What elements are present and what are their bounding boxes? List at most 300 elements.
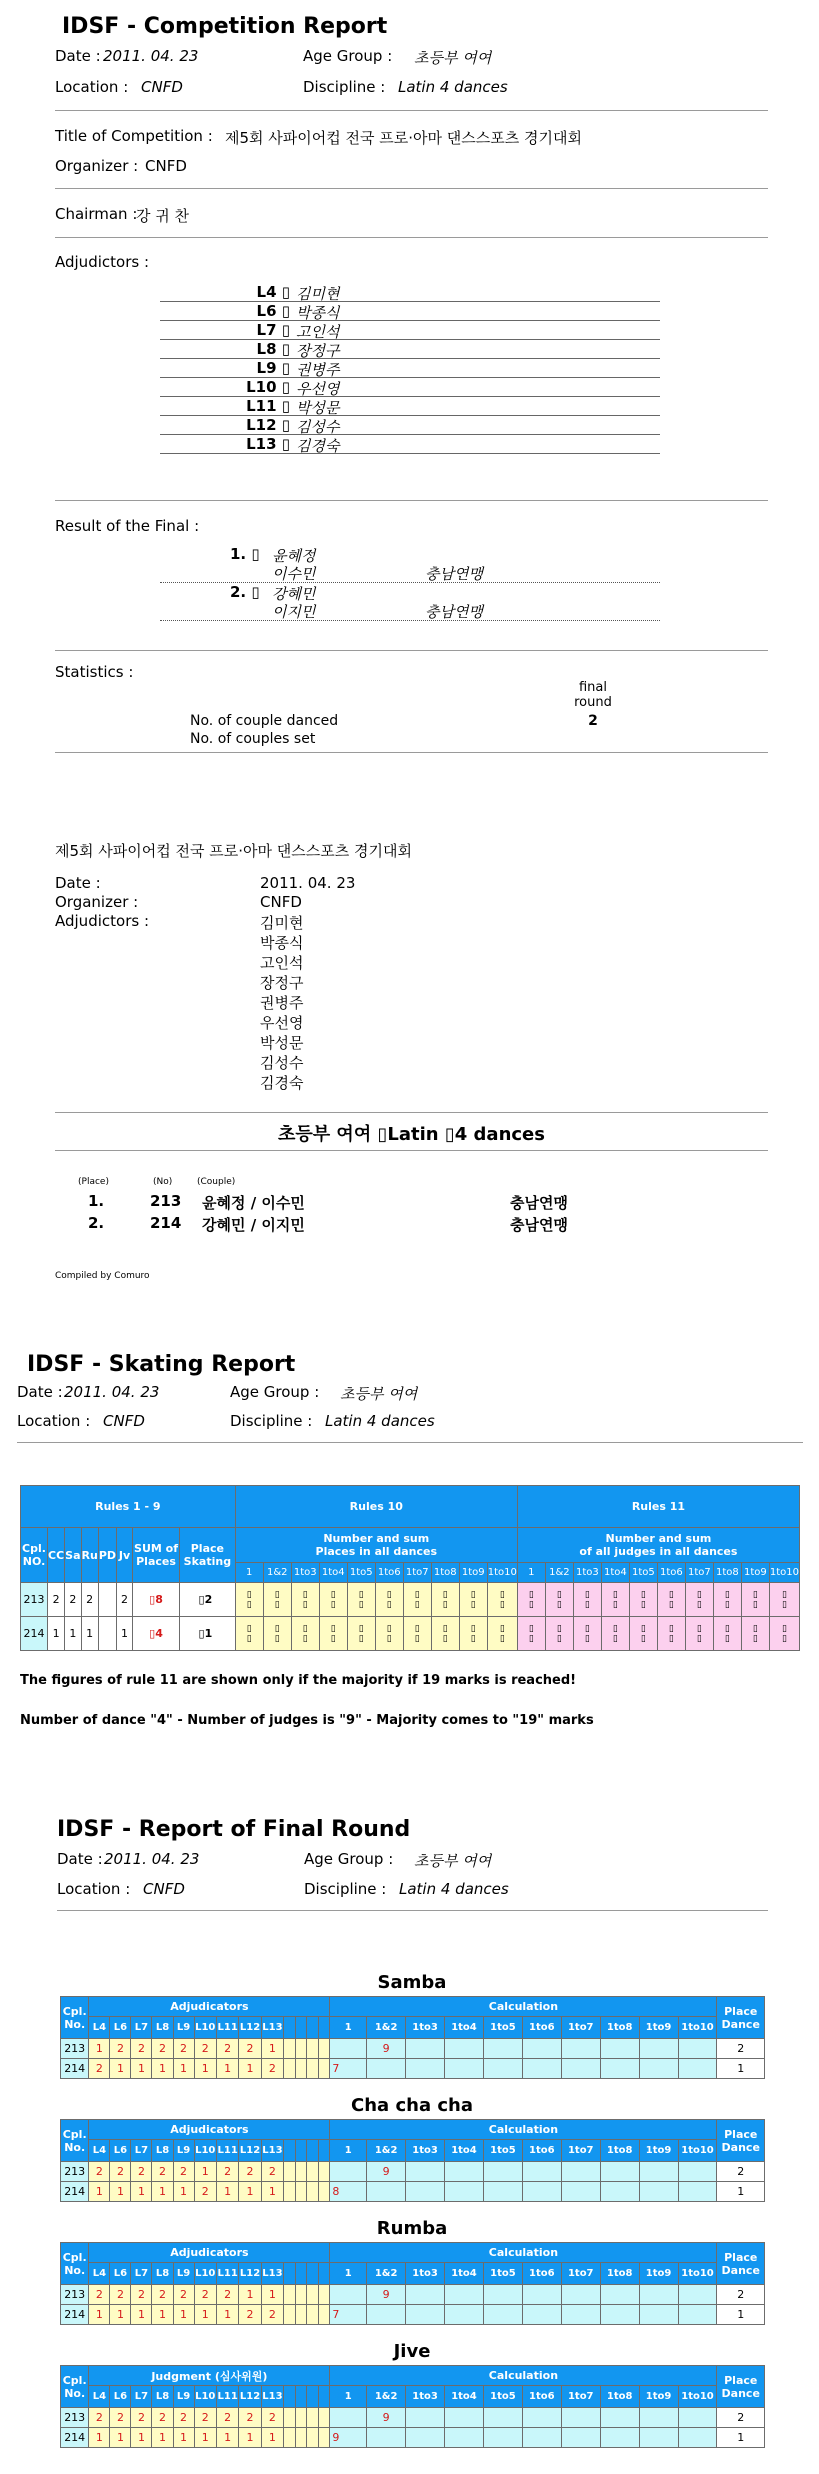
location-value: CNFD: [141, 78, 183, 96]
judge-mark-empty: [295, 2305, 307, 2325]
final-round-row: [61, 2408, 765, 2428]
calc-1: 7: [330, 2059, 367, 2079]
summary-club: 충남연맹: [510, 1194, 568, 1212]
judge-mark: 2: [261, 2059, 283, 2079]
calc-1and2: [367, 2182, 406, 2202]
header-row: [61, 2263, 765, 2285]
header-row: [61, 2140, 765, 2162]
place-dance: 2: [717, 2039, 765, 2059]
adjudicator-code: L6 ▯: [256, 302, 290, 320]
adjudicator-code: L11 ▯: [246, 397, 290, 415]
judge-mark-empty: [295, 2182, 307, 2202]
judge-mark: 1: [110, 2428, 131, 2448]
judge-col-header: L10: [194, 2140, 216, 2162]
judge-mark: 2: [239, 2408, 261, 2428]
judge-mark-empty: [318, 2428, 330, 2448]
calc-empty: [445, 2428, 484, 2448]
rank-col-header: 1to10: [487, 1563, 517, 1583]
rule-10-cell: ▯ ▯: [403, 1583, 431, 1617]
calc-col-header: 1to6: [522, 2140, 561, 2162]
divider: [55, 237, 768, 238]
sk-age-value: 초등부 여여: [340, 1385, 418, 1403]
sum-of-places-header: SUM of Places: [133, 1528, 180, 1583]
judge-mark-empty: [318, 2059, 330, 2079]
judge-mark: 2: [239, 2305, 261, 2325]
calc-empty: [483, 2428, 522, 2448]
judge-col-header: L7: [131, 2140, 152, 2162]
judge-mark-empty: [318, 2162, 330, 2182]
judge-col-header: L13: [261, 2263, 283, 2285]
calc-col-header: 1to9: [639, 2017, 678, 2039]
skating-report-title: IDSF - Skating Report: [27, 1352, 296, 1377]
adjudicator-name: 박성문: [296, 399, 340, 417]
result-place: 2. ▯: [230, 583, 260, 601]
judge-col-header: L6: [110, 2140, 131, 2162]
summary-adjudicator: 김미현: [260, 914, 304, 932]
calc-empty: [445, 2039, 484, 2059]
calc-empty: [639, 2059, 678, 2079]
dance-col-jv: Jv: [117, 1528, 133, 1583]
rank-col-header: 1to3: [291, 1563, 319, 1583]
judge-col-header: L9: [173, 2140, 194, 2162]
cpl-label: Cpl.: [62, 2373, 87, 2387]
judge-mark: 2: [131, 2162, 152, 2182]
calc-empty: [639, 2162, 678, 2182]
cpl-no: 213: [61, 2039, 89, 2059]
rule-10-cell: ▯ ▯: [347, 1617, 375, 1651]
cpl-label: Cpl.: [62, 2250, 87, 2264]
judge-mark: 1: [173, 2059, 194, 2079]
judge-mark-empty: [307, 2428, 319, 2448]
judge-mark: 1: [239, 2285, 261, 2305]
judge-mark-empty: [295, 2408, 307, 2428]
rank-col-header: 1to9: [459, 1563, 487, 1583]
rule-10-cell: ▯ ▯: [459, 1583, 487, 1617]
calc-col-header: 1to6: [522, 2017, 561, 2039]
judge-mark: 2: [110, 2039, 131, 2059]
final-round-row: [61, 2182, 765, 2202]
place-label: Place: [724, 2004, 758, 2018]
summary-place: 1.: [88, 1192, 105, 1210]
chairman-label: Chairman :: [55, 205, 138, 223]
final-round-label-1: final: [578, 680, 607, 695]
calc-empty: [406, 2428, 445, 2448]
dance-place: [98, 1583, 116, 1617]
rule-10-cell: ▯ ▯: [403, 1617, 431, 1651]
adjudicator-code: L12 ▯: [246, 416, 290, 434]
judge-mark: 1: [216, 2305, 238, 2325]
judge-mark: 2: [239, 2162, 261, 2182]
judge-mark-empty: [318, 2408, 330, 2428]
judge-col-header: L12: [239, 2140, 261, 2162]
cpl-no: 214: [61, 2182, 89, 2202]
calc-empty: [406, 2162, 445, 2182]
judge-mark: 2: [173, 2285, 194, 2305]
calc-empty: [483, 2059, 522, 2079]
summary-date-label: Date :: [55, 874, 101, 892]
fr-location-value: CNFD: [143, 1880, 185, 1898]
place-dance: 2: [717, 2285, 765, 2305]
summary-club: 충남연맹: [510, 1216, 568, 1234]
place-label: Place: [724, 2373, 758, 2387]
adjudicators-header: Judgment (심사위원): [89, 2366, 330, 2386]
place-dance-header: [717, 2243, 765, 2285]
calc-col-header: 1to4: [445, 2140, 484, 2162]
judge-mark-empty: [318, 2285, 330, 2305]
rule-11-cell: ▯ ▯: [517, 1583, 545, 1617]
rank-col-header: 1to4: [319, 1563, 347, 1583]
summary-adjudicator: 장정구: [260, 974, 304, 992]
dance-title: Samba: [377, 1972, 447, 1993]
final-round-table: [60, 2119, 765, 2202]
final-round-table: [60, 1996, 765, 2079]
cpl-no: 214: [61, 2428, 89, 2448]
calc-col-header: 1to5: [483, 2263, 522, 2285]
rules-10-header: Rules 10: [235, 1486, 517, 1528]
calc-col-header: 1to7: [561, 2386, 600, 2408]
calc-empty: [678, 2059, 717, 2079]
judge-mark: 1: [110, 2182, 131, 2202]
calc-empty: [406, 2182, 445, 2202]
calc-col-header: 1to3: [406, 2263, 445, 2285]
summary-no: 214: [150, 1214, 182, 1232]
calc-1: [330, 2285, 367, 2305]
judge-mark-empty: [307, 2039, 319, 2059]
adjudicator-name: 박종식: [296, 304, 340, 322]
judge-mark: 1: [261, 2182, 283, 2202]
judge-mark-empty: [318, 2182, 330, 2202]
judge-col-header: L13: [261, 2386, 283, 2408]
judge-mark: 1: [89, 2039, 110, 2059]
judge-mark-empty: [284, 2059, 296, 2079]
calc-empty: [600, 2182, 639, 2202]
rank-col-header: 1to8: [713, 1563, 741, 1583]
judge-mark-empty: [284, 2039, 296, 2059]
calc-empty: [561, 2285, 600, 2305]
judge-mark: 1: [261, 2039, 283, 2059]
judge-mark: 1: [89, 2305, 110, 2325]
calc-empty: [522, 2285, 561, 2305]
calc-1: 9: [330, 2428, 367, 2448]
judge-col-empty: [307, 2140, 319, 2162]
adjudicator-name: 장정구: [296, 342, 340, 360]
judge-col-empty: [284, 2386, 296, 2408]
result-dotted-line: [160, 620, 660, 621]
result-of-final-label: Result of the Final :: [55, 517, 200, 535]
judge-mark: 2: [194, 2182, 216, 2202]
judge-mark: 2: [110, 2285, 131, 2305]
sk-discipline-label: Discipline :: [230, 1412, 313, 1430]
skating-row: [21, 1617, 800, 1651]
organizer-label: Organizer :: [55, 157, 139, 175]
rule-10-cell: ▯ ▯: [487, 1617, 517, 1651]
adjudicator-row: [160, 378, 660, 397]
judge-mark: 1: [216, 2428, 238, 2448]
calc-col-header: 1to6: [522, 2386, 561, 2408]
cpl-no-header: Cpl. NO.: [21, 1528, 48, 1583]
judge-mark: 1: [89, 2182, 110, 2202]
place-label: Place: [724, 2250, 758, 2264]
rule-11-cell: ▯ ▯: [685, 1617, 713, 1651]
calc-1: 8: [330, 2182, 367, 2202]
judge-mark: 1: [194, 2059, 216, 2079]
result-club: 충남연맹: [425, 565, 483, 583]
calc-empty: [522, 2059, 561, 2079]
organizer-value: CNFD: [145, 157, 187, 175]
calc-1and2: 9: [367, 2162, 406, 2182]
rank-col-header: 1to10: [769, 1563, 799, 1583]
calc-empty: [561, 2408, 600, 2428]
judge-mark: 1: [152, 2059, 173, 2079]
calc-empty: [483, 2039, 522, 2059]
rule-11-cell: ▯ ▯: [713, 1583, 741, 1617]
judge-col-header: L6: [110, 2017, 131, 2039]
divider: [55, 1150, 768, 1151]
judge-mark: 2: [131, 2285, 152, 2305]
competition-report-title: IDSF - Competition Report: [62, 14, 388, 39]
judge-col-header: L4: [89, 2140, 110, 2162]
cpl-no: 213: [21, 1583, 48, 1617]
judge-col-empty: [318, 2263, 330, 2285]
rule-10-cell: ▯ ▯: [375, 1617, 403, 1651]
judge-mark: 1: [89, 2428, 110, 2448]
judge-col-header: L11: [216, 2386, 238, 2408]
calc-empty: [639, 2039, 678, 2059]
statistics-label: Statistics :: [55, 663, 134, 681]
place-dance-header: [717, 2120, 765, 2162]
adjudicator-code: L9 ▯: [256, 359, 290, 377]
judge-mark-empty: [295, 2162, 307, 2182]
calc-1: [330, 2039, 367, 2059]
judge-mark: 1: [152, 2305, 173, 2325]
rule-11-cell: ▯ ▯: [685, 1583, 713, 1617]
judge-mark-empty: [307, 2059, 319, 2079]
rule-11-cell: ▯ ▯: [629, 1617, 657, 1651]
result-place: 1. ▯: [230, 545, 260, 563]
cpl-no: 213: [61, 2162, 89, 2182]
calc-col-header: 1to7: [561, 2140, 600, 2162]
fr-discipline-label: Discipline :: [304, 1880, 387, 1898]
rules-11-subheader: Number and sum of all judges in all dances: [517, 1528, 799, 1563]
judge-col-header: L8: [152, 2017, 173, 2039]
calc-empty: [483, 2305, 522, 2325]
final-round-row: [61, 2305, 765, 2325]
rank-col-header: 1to7: [685, 1563, 713, 1583]
calc-empty: [600, 2285, 639, 2305]
calc-empty: [639, 2428, 678, 2448]
adjudicator-code: L4 ▯: [256, 283, 290, 301]
summary-adjudicator: 박종식: [260, 934, 304, 952]
judge-col-header: L7: [131, 2263, 152, 2285]
calc-empty: [406, 2305, 445, 2325]
judge-mark-empty: [295, 2428, 307, 2448]
place-skating: ▯1: [180, 1617, 231, 1651]
fr-date-label: Date :: [57, 1850, 103, 1868]
calc-col-header: 1to4: [445, 2263, 484, 2285]
judge-mark: 2: [152, 2285, 173, 2305]
calc-col-header: 1to5: [483, 2386, 522, 2408]
judge-col-empty: [318, 2140, 330, 2162]
calc-empty: [522, 2408, 561, 2428]
rule-10-cell: ▯ ▯: [319, 1617, 347, 1651]
sk-location-label: Location :: [17, 1412, 91, 1430]
dance-place: 1: [81, 1617, 98, 1651]
summary-adjudicators-label: Adjudictors :: [55, 912, 149, 930]
summary-adjudicator: 김경숙: [260, 1074, 304, 1092]
judge-col-header: L9: [173, 2263, 194, 2285]
final-round-row: [61, 2285, 765, 2305]
judge-col-empty: [307, 2017, 319, 2039]
calc-col-header: 1to3: [406, 2386, 445, 2408]
summary-couple: 강혜민 / 이지민: [202, 1216, 305, 1234]
calc-col-header: 1&2: [367, 2017, 406, 2039]
rule-11-cell: ▯ ▯: [769, 1583, 799, 1617]
calc-empty: [483, 2182, 522, 2202]
rule-11-cell: ▯ ▯: [741, 1617, 769, 1651]
rank-col-header: 1&2: [263, 1563, 291, 1583]
calc-col-header: 1to10: [678, 2140, 717, 2162]
judge-col-empty: [307, 2263, 319, 2285]
divider: [55, 188, 768, 189]
dance-place: 2: [65, 1583, 81, 1617]
cpl-no: 214: [61, 2305, 89, 2325]
summary-place: 2.: [88, 1214, 105, 1232]
calc-col-header: 1to7: [561, 2017, 600, 2039]
rule-10-cell: ▯ ▯: [459, 1617, 487, 1651]
divider: [55, 110, 768, 111]
calc-empty: [561, 2428, 600, 2448]
rules-11-header: Rules 11: [517, 1486, 799, 1528]
judge-mark-empty: [284, 2182, 296, 2202]
rank-col-header: 1to7: [403, 1563, 431, 1583]
calc-empty: [639, 2182, 678, 2202]
cpl-no-header: [61, 2366, 89, 2408]
rule-10-cell: ▯ ▯: [235, 1617, 263, 1651]
adjudicators-header: Adjudicators: [89, 2120, 330, 2140]
rule-11-cell: ▯ ▯: [545, 1617, 573, 1651]
calc-col-header: 1&2: [367, 2386, 406, 2408]
rule-11-cell: ▯ ▯: [573, 1583, 601, 1617]
cpl-no-header: [61, 2120, 89, 2162]
judge-col-header: L9: [173, 2386, 194, 2408]
final-round-table: [60, 2242, 765, 2325]
summary-heading: 초등부 여여 ▯Latin ▯4 dances: [278, 1124, 545, 1145]
place-dance-header: [717, 1997, 765, 2039]
dance-title: Rumba: [376, 2218, 448, 2239]
header-row: [61, 2366, 765, 2386]
judge-mark: 2: [173, 2408, 194, 2428]
calculation-header: Calculation: [330, 2243, 717, 2263]
calc-1and2: [367, 2305, 406, 2325]
judge-mark: 2: [110, 2162, 131, 2182]
rank-col-header: 1to3: [573, 1563, 601, 1583]
dance-place: 1: [117, 1617, 133, 1651]
summary-date-value: 2011. 04. 23: [260, 874, 356, 892]
rule-11-cell: ▯ ▯: [741, 1583, 769, 1617]
calc-col-header: 1: [330, 2017, 367, 2039]
calc-empty: [600, 2059, 639, 2079]
divider: [17, 1442, 803, 1443]
rank-col-header: 1to5: [347, 1563, 375, 1583]
judge-mark: 2: [152, 2408, 173, 2428]
calc-1and2: [367, 2059, 406, 2079]
sk-age-label: Age Group :: [230, 1383, 320, 1401]
header-row: [61, 2243, 765, 2263]
calc-empty: [600, 2428, 639, 2448]
calc-col-header: 1: [330, 2263, 367, 2285]
judge-mark: 1: [173, 2305, 194, 2325]
judge-mark-empty: [307, 2408, 319, 2428]
cpl-no-header: [61, 2243, 89, 2285]
rule-10-cell: ▯ ▯: [235, 1583, 263, 1617]
judge-mark: 1: [131, 2059, 152, 2079]
calc-empty: [678, 2039, 717, 2059]
dance-place: [98, 1617, 116, 1651]
result-partner-1: 강혜민: [272, 585, 316, 603]
calc-empty: [445, 2285, 484, 2305]
judge-mark: 1: [152, 2182, 173, 2202]
no-label: No.: [64, 2017, 86, 2031]
calc-col-header: 1to5: [483, 2140, 522, 2162]
skating-row: [21, 1583, 800, 1617]
judge-col-empty: [318, 2017, 330, 2039]
calc-1and2: [367, 2428, 406, 2448]
adjudicators-label: Adjudictors :: [55, 253, 149, 271]
calc-empty: [678, 2285, 717, 2305]
judge-col-empty: [295, 2263, 307, 2285]
judge-mark: 1: [261, 2285, 283, 2305]
adjudicators-header: Adjudicators: [89, 2243, 330, 2263]
dance-col-cc: CC: [48, 1528, 65, 1583]
judge-col-header: L7: [131, 2017, 152, 2039]
summary-adjudicator: 김성수: [260, 1054, 304, 1072]
judge-mark-empty: [284, 2428, 296, 2448]
result-partner-2: 이지민: [272, 603, 316, 621]
rule-11-note: The figures of rule 11 are shown only if the majority if 19 marks is reached!: [20, 1673, 577, 1688]
adjudicator-row: [160, 416, 660, 435]
rule-11-cell: ▯ ▯: [601, 1583, 629, 1617]
judge-col-header: L8: [152, 2263, 173, 2285]
calc-col-header: 1to9: [639, 2140, 678, 2162]
judge-mark: 2: [131, 2408, 152, 2428]
calc-col-header: 1&2: [367, 2263, 406, 2285]
no-label: No.: [64, 2140, 86, 2154]
calc-empty: [639, 2408, 678, 2428]
adjudicator-code: L8 ▯: [256, 340, 290, 358]
sk-date-value: 2011. 04. 23: [64, 1383, 160, 1401]
judge-mark-empty: [307, 2285, 319, 2305]
judge-mark: 1: [131, 2182, 152, 2202]
judge-col-header: L4: [89, 2386, 110, 2408]
rule-10-cell: ▯ ▯: [291, 1583, 319, 1617]
calc-col-header: 1to10: [678, 2386, 717, 2408]
judge-mark: 1: [216, 2059, 238, 2079]
date-value: 2011. 04. 23: [103, 47, 199, 65]
calc-empty: [483, 2408, 522, 2428]
judge-col-empty: [284, 2017, 296, 2039]
skating-table: [20, 1485, 800, 1651]
place-dance: 1: [717, 2428, 765, 2448]
title-of-competition-value: 제5회 사파이어컵 전국 프로·아마 댄스스포츠 경기대회: [225, 129, 582, 147]
rank-col-header: 1to9: [741, 1563, 769, 1583]
place-dance: 2: [717, 2162, 765, 2182]
final-round-title: IDSF - Report of Final Round: [57, 1817, 411, 1842]
couples-danced-value: 2: [588, 713, 598, 729]
age-group-value: 초등부 여여: [414, 49, 492, 67]
calc-col-header: 1: [330, 2386, 367, 2408]
judge-mark: 1: [194, 2162, 216, 2182]
result-partner-2: 이수민: [272, 565, 316, 583]
